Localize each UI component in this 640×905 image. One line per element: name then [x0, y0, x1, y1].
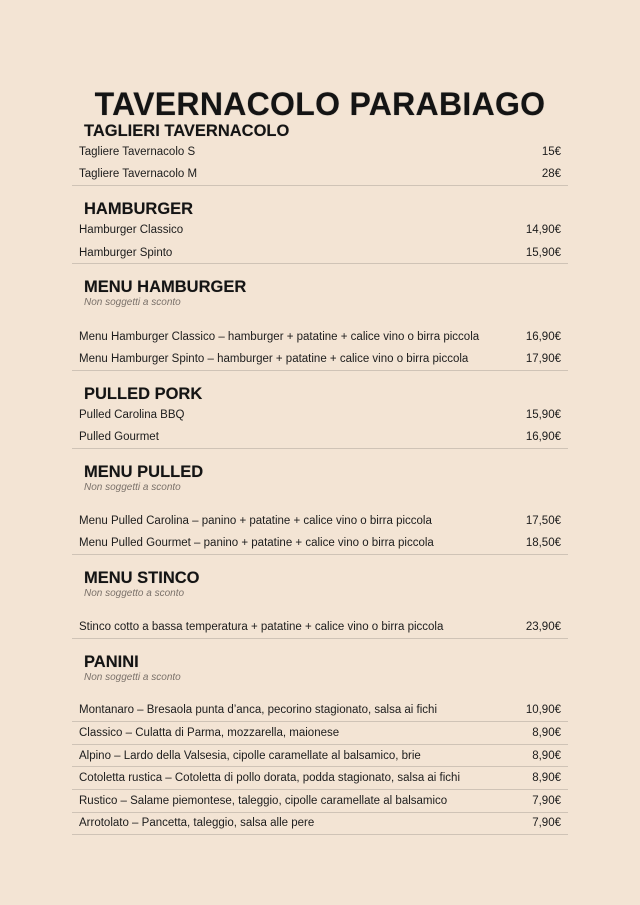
item-name: Classico – Culatta di Parma, mozzarella, maionese: [79, 726, 340, 739]
menu-item: [72, 164, 568, 187]
section-note: Non soggetti a sconto: [84, 481, 181, 493]
item-price: 16,90€: [525, 430, 561, 443]
item-name: Tagliere Tavernacolo S: [79, 146, 196, 159]
item-price: 15€: [541, 146, 561, 159]
menu-item: [72, 141, 568, 164]
item-name: Alpino – Lardo della Valsesia, cipolle caramellate al balsamico, brie: [79, 749, 421, 762]
menu-item: [72, 722, 568, 745]
item-price: 8,90€: [532, 772, 561, 785]
item-name: Pulled Carolina BBQ: [79, 408, 185, 421]
menu-item: [72, 404, 568, 427]
menu-item: [72, 813, 568, 836]
item-price: 16,90€: [525, 330, 561, 343]
page-title: TAVERNACOLO PARABIAGO: [94, 86, 546, 122]
menu-item: [72, 219, 568, 242]
menu-item: [72, 510, 568, 533]
item-price: 8,90€: [532, 749, 561, 762]
section-heading: PANINI: [84, 652, 139, 671]
item-name: Hamburger Classico: [79, 224, 184, 237]
menu-item: [72, 325, 568, 348]
item-name: Menu Pulled Carolina – panino + patatine + calice vino o birra piccola: [79, 515, 432, 528]
section-heading: MENU PULLED: [84, 462, 204, 481]
item-price: 7,90€: [532, 817, 561, 830]
item-price: 17,50€: [525, 515, 561, 528]
section-note: Non soggetti a sconto: [84, 297, 181, 309]
menu-item: [72, 700, 568, 723]
item-name: Menu Hamburger Classico – hamburger + patatine + calice vino o birra piccola: [79, 330, 480, 343]
section-menu-stinco: [72, 568, 568, 639]
item-price: 7,90€: [532, 794, 561, 807]
item-name: Tagliere Tavernacolo M: [79, 168, 198, 181]
menu-item: [72, 767, 568, 790]
item-name: Menu Pulled Gourmet – panino + patatine + calice vino o birra piccola: [79, 537, 434, 550]
item-price: 10,90€: [525, 704, 561, 717]
section-heading: MENU HAMBURGER: [84, 278, 247, 297]
section-heading: HAMBURGER: [84, 200, 194, 219]
item-price: 17,90€: [525, 352, 561, 365]
section-note: Non soggetto a sconto: [84, 587, 185, 599]
section-note: Non soggetti a sconto: [84, 671, 181, 683]
item-name: Stinco cotto a bassa temperatura + patatine + calice vino o birra piccola: [79, 620, 444, 633]
item-name: Pulled Gourmet: [79, 430, 159, 443]
section-panini: [72, 652, 568, 836]
item-price: 23,90€: [525, 620, 561, 633]
section-heading: MENU STINCO: [84, 568, 200, 587]
item-price: 15,90€: [525, 408, 561, 421]
menu-item: [72, 616, 568, 639]
menu-item: [72, 348, 568, 371]
section-menu-pulled: [72, 462, 568, 555]
section-pulled-pork: [72, 384, 568, 449]
item-name: Hamburger Spinto: [79, 246, 173, 259]
section-hamburger: [72, 199, 568, 264]
menu-content: [72, 121, 568, 835]
item-name: Cotoletta rustica – Cotoletta di pollo dorata, podda stagionato, salsa ai fichi: [79, 772, 461, 785]
menu-item: [72, 790, 568, 813]
item-name: Rustico – Salame piemontese, taleggio, cipolle caramellate al balsamico: [79, 794, 448, 807]
section-taglieri: [72, 121, 568, 186]
section-menu-hamburger: [72, 277, 568, 370]
item-name: Arrotolato – Pancetta, taleggio, salsa alle pere: [79, 817, 315, 830]
section-heading: PULLED PORK: [84, 384, 203, 403]
item-price: 8,90€: [532, 726, 561, 739]
menu-item: [72, 745, 568, 768]
item-name: Montanaro – Bresaola punta d’anca, pecorino stagionato, salsa ai fichi: [79, 704, 438, 717]
menu-item: [72, 242, 568, 265]
item-price: 18,50€: [525, 537, 561, 550]
item-name: Menu Hamburger Spinto – hamburger + patatine + calice vino o birra piccola: [79, 352, 469, 365]
menu-item: [72, 426, 568, 449]
item-price: 15,90€: [525, 246, 561, 259]
item-price: 28€: [541, 168, 561, 181]
item-price: 14,90€: [525, 224, 561, 237]
menu-item: [72, 532, 568, 555]
section-heading: TAGLIERI TAVERNACOLO: [84, 122, 290, 140]
